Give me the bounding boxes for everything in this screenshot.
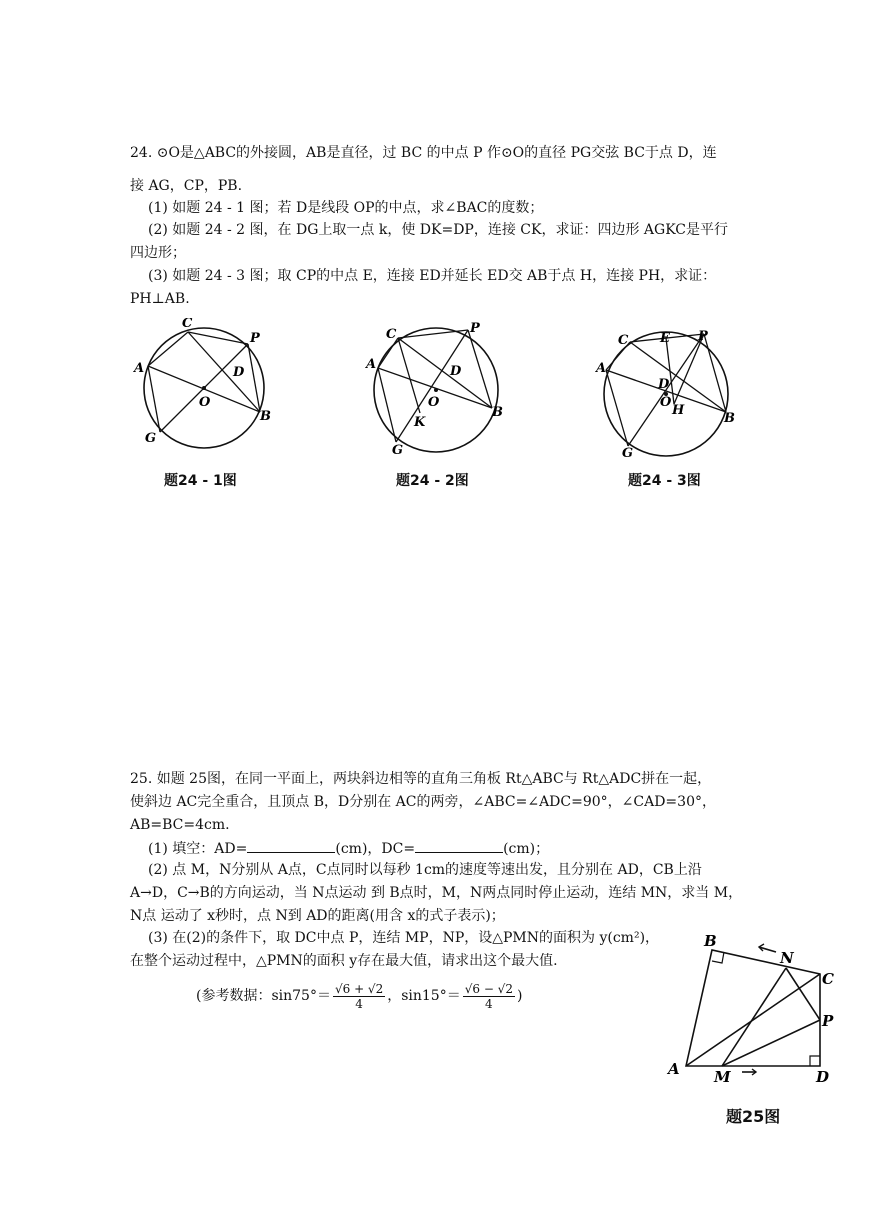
fig1-label-c: C <box>182 318 193 331</box>
figure-24-2 <box>364 318 514 458</box>
q25-line-4 <box>148 838 549 858</box>
fraction-sin75 <box>333 982 385 1011</box>
q25-line-3: AB=BC=4cm. <box>130 817 230 833</box>
fig2-label-b: B <box>492 405 503 420</box>
fig3-label-c: C <box>618 333 629 348</box>
fig25-label-n: N <box>780 949 794 967</box>
figure-24-3 <box>594 318 744 458</box>
fig25-label-d: D <box>816 1068 830 1086</box>
fig2-label-c: C <box>386 327 397 342</box>
fraction-sin15-numerator: √6 − √2 <box>464 981 513 996</box>
fraction-sin75-denominator: 4 <box>355 996 363 1011</box>
q25-reference-data <box>196 978 522 1014</box>
ref-suffix: ) <box>516 988 523 1004</box>
dc-answer-blank[interactable] <box>415 838 503 853</box>
q25-line-8: (3) 在(2)的条件下，取 DC中点 P，连结 MP，NP，设△PMN的面积为 y(cm²)， <box>148 930 660 946</box>
q25-fill-end: (cm)； <box>503 841 550 857</box>
fig2-label-k: K <box>414 415 426 430</box>
fig25-label-b: B <box>704 932 717 950</box>
fig2-label-g: G <box>392 443 404 458</box>
q24-line-4: (2) 如题 24 - 2 图，在 DG上取一点 k，使 DK=DP，连接 CK，求证：四边形 AGKC是平行 <box>148 222 728 238</box>
fig3-label-d: D <box>658 377 670 392</box>
fig25-label-p: P <box>822 1012 834 1030</box>
fig3-label-g: G <box>622 446 634 458</box>
fig1-label-o: O <box>199 395 211 410</box>
fig2-label-d: D <box>450 364 462 379</box>
q25-line-9: 在整个运动过程中，△PMN的面积 y存在最大值，请求出这个最大值. <box>130 953 558 969</box>
fig3-label-a: A <box>596 361 607 376</box>
figure-24-1 <box>132 318 282 458</box>
q24-line-5: 四边形； <box>130 245 186 261</box>
ref-prefix: (参考数据：sin75°＝ <box>196 988 331 1004</box>
q25-line-6: A→D，C→B的方向运动，当 N点运动 到 B点时，M，N两点同时停止运动，连结 MN，求当 M， <box>130 885 743 901</box>
q24-line-7: PH⊥AB. <box>130 291 190 307</box>
fig3-label-b: B <box>724 411 735 426</box>
q25-line-7: N点 运动了 x秒时，点 N到 AD的距离(用含 x的式子表示)； <box>130 908 505 924</box>
q25-line-2: 使斜边 AC完全重合，且顶点 B，D分别在 AC的两旁，∠ABC=∠ADC=90°，∠CAD=30°， <box>130 794 716 810</box>
fraction-sin75-numerator: √6 + √2 <box>334 981 384 996</box>
fig3-label-o: O <box>660 395 672 410</box>
fig3-label-h: H <box>672 403 685 418</box>
fig3-label-e: E <box>660 331 670 346</box>
fig2-label-a: A <box>366 357 377 372</box>
q24-line-6: (3) 如题 24 - 3 图；取 CP的中点 E，连接 ED并延长 ED交 AB于点 H，连接 PH，求证： <box>148 268 717 284</box>
fig3-label-p: P <box>698 329 708 344</box>
figure-25 <box>664 930 844 1100</box>
fraction-sin15-denominator: 4 <box>485 996 493 1011</box>
fig1-label-p: P <box>250 331 260 346</box>
fig1-label-b: B <box>260 409 271 424</box>
figure-24-3-caption: 题24 - 3图 <box>628 473 701 489</box>
fraction-sin15 <box>463 982 515 1011</box>
fig1-label-d: D <box>233 365 245 380</box>
q25-fill-ad-label: (1) 填空：AD= <box>148 841 248 857</box>
fig2-label-o: O <box>428 395 440 410</box>
q24-line-2: 接 AG，CP，PB. <box>130 178 243 194</box>
figure-25-caption: 题25图 <box>726 1107 781 1126</box>
q25-fill-dc-label: (cm)，DC= <box>335 841 416 857</box>
fig25-label-a: A <box>668 1060 680 1078</box>
figure-24-1-caption: 题24 - 1图 <box>164 473 237 489</box>
ad-answer-blank[interactable] <box>247 838 335 853</box>
q25-line-5: (2) 点 M，N分别从 A点，C点同时以每秒 1cm的速度等速出发，且分别在 AD，CB上沿 <box>148 862 702 878</box>
q25-line-1: 25. 如题 25图，在同一平面上，两块斜边相等的直角三角板 Rt△ABC与 Rt△ADC拼在一起， <box>130 771 712 787</box>
fig2-label-p: P <box>470 321 480 336</box>
fig1-label-a: A <box>134 361 145 376</box>
q24-line-1: 24. ⊙O是△ABC的外接圆，AB是直径，过 BC 的中点 P 作⊙O的直径 PG交弦 BC于点 D，连 <box>130 145 717 161</box>
fig25-label-m: M <box>714 1068 731 1086</box>
q24-line-3: (1) 如题 24 - 1 图；若 D是线段 OP的中点，求∠BAC的度数； <box>148 200 544 216</box>
ref-mid: ，sin15°＝ <box>387 988 461 1004</box>
fig1-label-g: G <box>145 431 157 446</box>
fig25-label-c: C <box>822 970 834 988</box>
figure-24-2-caption: 题24 - 2图 <box>396 473 469 489</box>
